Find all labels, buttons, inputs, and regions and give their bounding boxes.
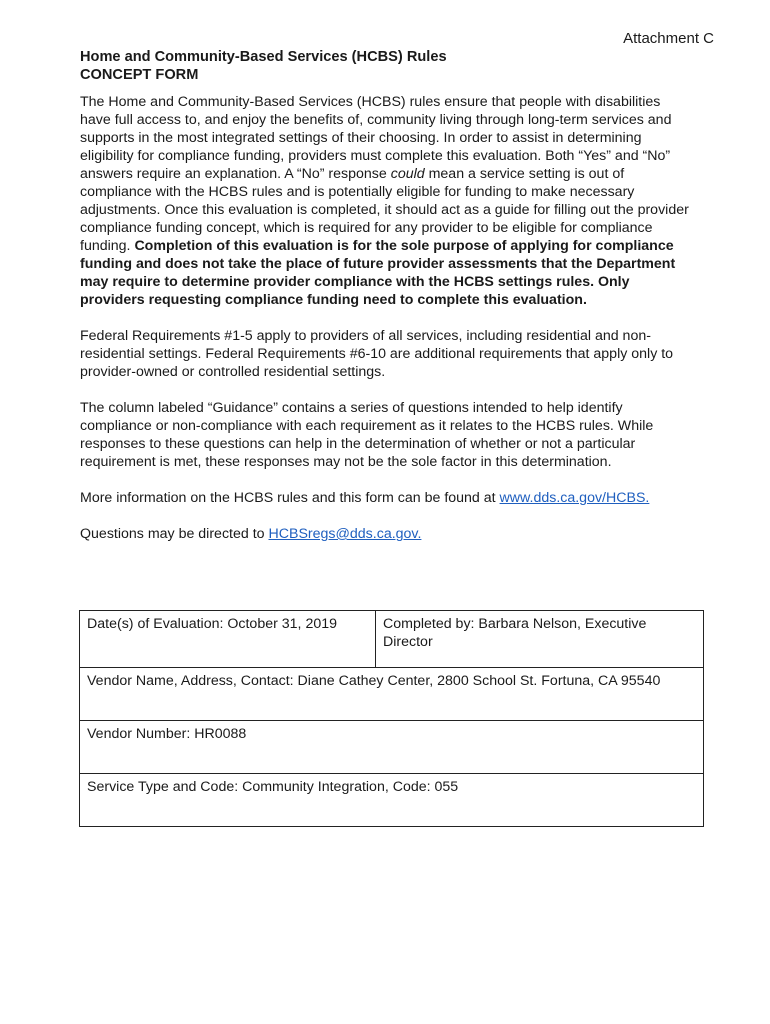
intro-bold-statement: Completion of this evaluation is for the sole purpose of applying for compliance funding and does not take the place of future provider assessments that the Department may require to determine provider compliance with the HCBS settings rules. Only providers requesting compliance funding need to complete this evaluation. xyxy=(80,238,676,308)
hcbs-email-link[interactable]: HCBSregs@dds.ca.gov. xyxy=(268,526,422,542)
evaluation-date-cell: Date(s) of Evaluation: October 31, 2019 xyxy=(80,611,376,668)
vendor-name-cell: Vendor Name, Address, Contact: Diane Cathey Center, 2800 School St. Fortuna, CA 95540 xyxy=(80,668,704,721)
vendor-number-cell: Vendor Number: HR0088 xyxy=(80,721,704,774)
service-type-cell: Service Type and Code: Community Integration, Code: 055 xyxy=(80,774,704,827)
attachment-label: Attachment C xyxy=(623,30,714,47)
hcbs-website-link[interactable]: www.dds.ca.gov/HCBS. xyxy=(499,490,650,506)
table-row xyxy=(80,774,704,827)
intro-text-1: The Home and Community-Based Services (HCBS) rules ensure that people with disabilities have full access to, and enjoy the benefits of, community living through long-term services and supports in the most integrated settings of their choosing. In order to assist in determining eligibility for compliance funding, providers must complete this evaluation. Both “Yes” and “No” answers require an explanation. A “No” response xyxy=(80,94,672,182)
questions-text: Questions may be directed to xyxy=(80,526,269,542)
completed-by-cell: Completed by: Barbara Nelson, Executive Director xyxy=(376,611,704,668)
title-line-1: Home and Community-Based Services (HCBS) Rules xyxy=(80,49,447,65)
intro-paragraph xyxy=(80,93,692,309)
title-line-2: CONCEPT FORM xyxy=(80,67,199,83)
evaluation-info-table xyxy=(79,610,704,827)
guidance-paragraph: The column labeled “Guidance” contains a series of questions intended to help identify compliance or non-compliance with each requirement as it relates to the HCBS rules. While responses to these questions can help in the determination of whether or not a particular requirement is met, these responses may not be the sole factor in this determination. xyxy=(80,400,654,470)
document-body xyxy=(80,48,692,543)
document-title xyxy=(80,48,692,84)
table-row xyxy=(80,721,704,774)
questions-paragraph xyxy=(80,525,692,543)
table-row xyxy=(80,668,704,721)
federal-requirements-paragraph: Federal Requirements #1-5 apply to providers of all services, including residential and non-residential settings. Federal Requirements #6-10 are additional requirements that apply only to provider-owned or controlled residential settings. xyxy=(80,328,674,380)
more-info-text: More information on the HCBS rules and this form can be found at xyxy=(80,490,500,506)
more-info-paragraph xyxy=(80,489,692,507)
intro-emphasis: could xyxy=(390,166,425,182)
table-row xyxy=(80,611,704,668)
intro-text-2: mean a service setting is out of compliance with the HCBS rules and is potentially eligible for funding to make necessary adjustments. Once this evaluation is completed, it should act as a guide for filling out the provider compliance funding concept, which is required for any provider to be eligible for compliance funding. xyxy=(80,166,689,254)
